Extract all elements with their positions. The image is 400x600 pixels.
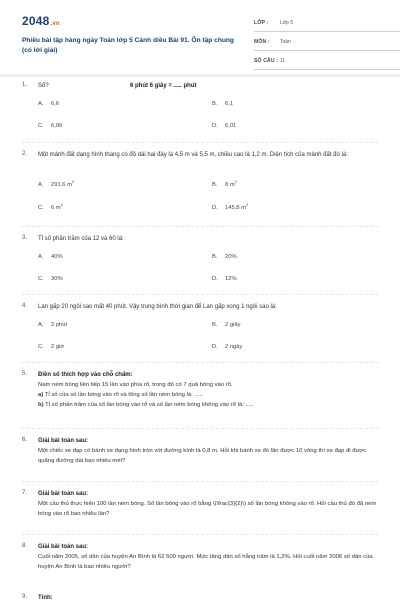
question-8 (22, 543, 382, 583)
question-4 (22, 303, 382, 353)
question-number: 3. (22, 235, 28, 241)
question-9 (22, 594, 382, 600)
option-d[interactable]: D. 12% (212, 276, 237, 282)
question-title: Tính: (38, 595, 53, 600)
question-number: 6. (22, 437, 28, 443)
question-divider (22, 362, 378, 363)
option-d[interactable]: D. 2 ngày (212, 344, 243, 350)
meta-value: 11 (280, 58, 286, 64)
question-3 (22, 235, 382, 285)
question-1 (22, 82, 382, 132)
meta-value: Toán (280, 39, 291, 45)
option-c[interactable]: C. 6,06 (38, 123, 63, 129)
question-title: Điền số thích hợp vào chỗ chấm: (38, 372, 133, 378)
question-body: Nam ném bóng liên tiếp 15 lần vào phía rổ, trong đó có 7 quả bóng vào rổ. (38, 382, 233, 388)
question-text: Một mảnh đất dạng hình thang có độ dài hai đáy là 4,5 m và 5,5 m, chiều cao là 1,2 m. Diện tích của mảnh đất đó là: (38, 152, 348, 158)
question-body: Cuối năm 2005, số dân của huyện An Bình là 62 500 người. Mức tăng dân số hằng năm là 1,2%. Hỏi cuối năm 2006 số dân của huyện An Bình là bao nhiêu người? (38, 554, 373, 570)
option-b[interactable]: B. 8 $m^2$ (212, 179, 237, 188)
question-divider (22, 142, 378, 143)
meta-label: LỚP : (254, 20, 269, 26)
question-divider (22, 481, 378, 482)
option-a[interactable]: A. 291,6 $m^2$ (38, 179, 75, 188)
question-body: Một chiếc xe đạp có bánh xe dạng hình tròn với đường kính là 0,8 m. Hỏi khi bánh xe đó lăn được 10 vòng thì xe đạp đi được quãng đường dài bao nhiêu mét? (38, 448, 367, 464)
question-prompt: 6 phút 6 giây = ..... phút (130, 83, 197, 89)
meta-label: MÔN : (254, 39, 270, 45)
option-d[interactable]: D. 145,8 $m^2$ (212, 202, 249, 211)
question-body: Một cầu thủ thực hiện 100 lần ném bóng. Số lần bóng vào rổ bằng \(\frac{3}{2}\) số lần bóng không vào rổ. Hỏi cầu thủ đó đã ném bóng vào rổ bao nhiêu lần? (38, 501, 377, 517)
question-5 (22, 371, 382, 421)
option-c[interactable]: C. 6 $m^2$ (38, 202, 63, 211)
question-divider (22, 428, 378, 429)
document-title: Phiếu bài tập hàng ngày Toán lớp 5 Cánh diều Bài 91. Ôn tập chung (có lời giải) (22, 37, 234, 54)
meta-row-count (254, 54, 400, 70)
question-number: 5. (22, 371, 28, 377)
question-divider (22, 534, 378, 535)
logo-suffix: .vn (50, 21, 60, 27)
question-number: 9. (22, 594, 28, 600)
sub-question-b: b) Tỉ số phần trăm của số lần bóng vào rổ và số lần ném bóng không vào rổ là: ..... (38, 402, 254, 408)
option-b[interactable]: B. 20% (212, 254, 237, 260)
question-text: Số? (38, 83, 49, 89)
question-number: 1. (22, 82, 28, 88)
logo-text: 2048 (22, 14, 50, 28)
header-divider (0, 74, 400, 77)
question-number: 7. (22, 490, 28, 496)
option-a[interactable]: A. 2 phút (38, 322, 68, 328)
site-logo[interactable] (22, 14, 60, 28)
question-divider (22, 294, 378, 295)
question-6 (22, 437, 382, 477)
question-title: Giải bài toán sau: (38, 491, 89, 497)
option-d[interactable]: D. 6,01 (212, 123, 237, 129)
meta-value: Lớp 5 (280, 20, 294, 26)
option-b[interactable]: B. 2 giây (212, 322, 241, 328)
option-a[interactable]: A. 6,6 (38, 101, 60, 107)
sub-question-a: a) Tỉ số của số lần bóng vào rổ và tổng số lần ném bóng là: ..... (38, 392, 203, 398)
question-number: 8. (22, 543, 28, 549)
meta-row-class (254, 16, 400, 32)
option-c[interactable]: C. 30% (38, 276, 63, 282)
option-b[interactable]: B. 6,1 (212, 101, 234, 107)
meta-panel (254, 16, 400, 73)
question-2 (22, 151, 382, 213)
meta-row-subject (254, 35, 400, 51)
question-text: Lan gấp 20 ngôi sao mất 40 phút. Vậy trung bình thời gian để Lan gấp xong 1 ngôi sao là: (38, 304, 277, 310)
question-7 (22, 490, 382, 530)
question-title: Giải bài toán sau: (38, 438, 89, 444)
option-a[interactable]: A. 40% (38, 254, 63, 260)
meta-label: SỐ CÂU : (254, 58, 279, 64)
question-number: 4. (22, 303, 28, 309)
option-c[interactable]: C. 2 giờ (38, 344, 65, 350)
worksheet-header (22, 8, 382, 66)
question-title: Giải bài toán sau: (38, 544, 89, 550)
question-text: Tỉ số phần trăm của 12 và 60 là: (38, 236, 124, 242)
question-number: 2. (22, 151, 28, 157)
question-divider (22, 226, 378, 227)
